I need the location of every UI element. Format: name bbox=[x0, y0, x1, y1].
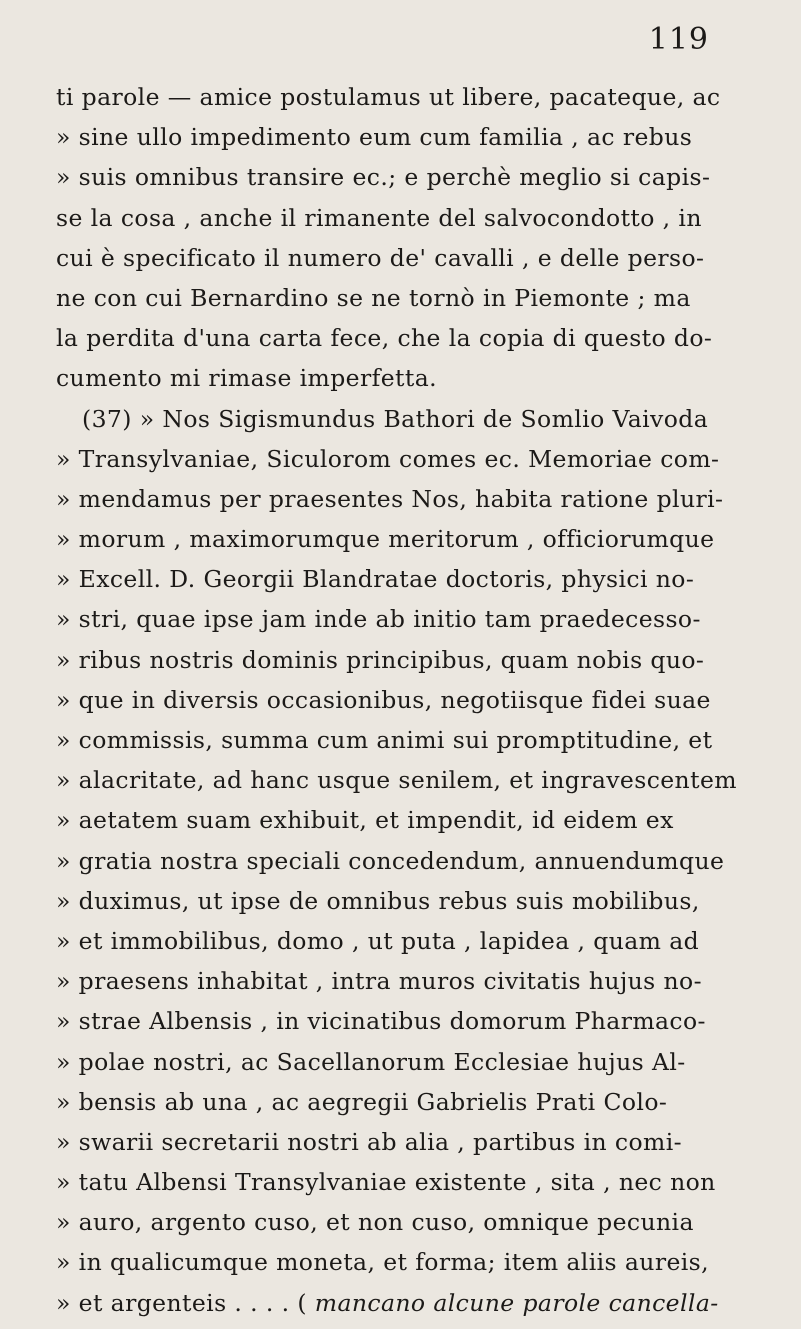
text-line: » gratia nostra speciali concedendum, annuendumque bbox=[56, 846, 725, 875]
text-line: ti parole — amice postulamus ut libere, pacateque, ac bbox=[56, 83, 721, 111]
text-line: » polae nostri, ac Sacellanorum Ecclesiae hujus Al- bbox=[56, 1047, 686, 1076]
text-line: » auro, argento cuso, et non cuso, omnique pecunia bbox=[56, 1208, 694, 1237]
text-line: » bensis ab una , ac aegregii Gabrielis Prati Colo- bbox=[56, 1087, 668, 1116]
body-text bbox=[56, 77, 746, 1323]
text-line: se la cosa , anche il rimanente del salvocondotto , in bbox=[56, 203, 702, 232]
text-line: » tatu Albensi Transylvaniae existente , sita , nec non bbox=[56, 1168, 716, 1197]
text-line: » morum , maximorumque meritorum , officiorumque bbox=[56, 525, 715, 554]
text-line: » praesens inhabitat , intra muros civitatis hujus no- bbox=[56, 967, 702, 996]
text-line: cui è specificato il numero de' cavalli , e delle perso- bbox=[56, 243, 705, 272]
page-number: 119 bbox=[648, 22, 709, 57]
text-line: » alacritate, ad hanc usque senilem, et ingravescentem bbox=[56, 766, 737, 795]
text-line: » que in diversis occasionibus, negotiisque fidei suae bbox=[56, 685, 711, 714]
text-line: » swarii secretarii nostri ab alia , partibus in comi- bbox=[56, 1127, 682, 1156]
text-line: » sine ullo impedimento eum cum familia , ac rebus bbox=[56, 123, 693, 152]
text-line: » duximus, ut ipse de omnibus rebus suis mobilibus, bbox=[56, 886, 700, 915]
text-line: » in qualicumque moneta, et forma; item aliis aureis, bbox=[56, 1248, 710, 1277]
text-line: » ribus nostris dominis principibus, quam nobis quo- bbox=[56, 645, 705, 674]
text-line: » stri, quae ipse jam inde ab initio tam praedecesso- bbox=[56, 605, 701, 634]
text-line: » strae Albensis , in vicinatibus domorum Pharmaco- bbox=[56, 1007, 706, 1036]
text-line: cumento mi rimase imperfetta. bbox=[56, 364, 437, 393]
text-line: » commissis, summa cum animi sui promptitudine, et bbox=[56, 726, 713, 754]
text-line: » Excell. D. Georgii Blandratae doctoris, physici no- bbox=[56, 565, 695, 594]
text-line-last bbox=[56, 1283, 746, 1323]
text-line: » suis omnibus transire ec.; e perchè meglio si capis- bbox=[56, 163, 711, 192]
text-line: » et immobilibus, domo , ut puta , lapidea , quam ad bbox=[56, 926, 700, 955]
text-line: » aetatem suam exhibuit, et impendit, id eidem ex bbox=[56, 806, 674, 835]
text-line: la perdita d'una carta fece, che la copia di questo do- bbox=[56, 324, 713, 353]
text-italic-note: mancano alcune parole cancella- bbox=[314, 1288, 719, 1317]
text-line: » mendamus per praesentes Nos, habita ratione pluri- bbox=[56, 484, 724, 513]
text-line: (37) » Nos Sigismundus Bathori de Somlio Vaivoda bbox=[82, 404, 709, 433]
text-line: » Transylvaniae, Siculorom comes ec. Memoriae com- bbox=[56, 444, 720, 473]
text-roman: » et argenteis . . . . ( bbox=[56, 1288, 315, 1317]
text-line: ne con cui Bernardino se ne tornò in Piemonte ; ma bbox=[56, 283, 691, 312]
